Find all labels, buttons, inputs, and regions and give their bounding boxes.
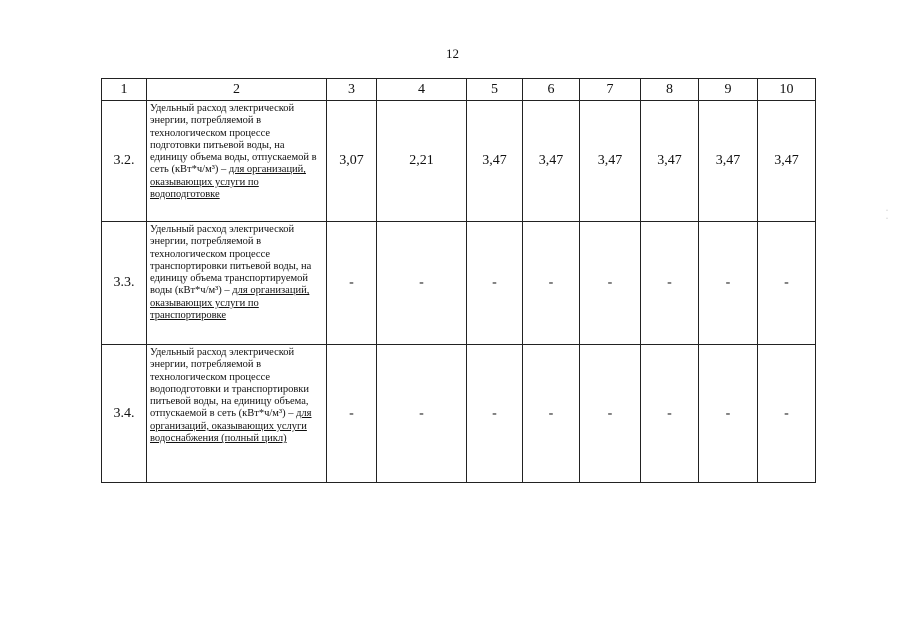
value-cell: - <box>523 345 580 483</box>
column-header: 9 <box>699 79 758 101</box>
value-cell: - <box>467 222 523 345</box>
table-row <box>102 101 816 222</box>
description-underlined: для организаций, оказывающих услуги водоснабжения (полный цикл) <box>150 408 312 445</box>
value-cell: 3,47 <box>467 101 523 222</box>
value-cell: 3,07 <box>327 101 377 222</box>
value-cell: - <box>467 345 523 483</box>
description-text: Удельный расход электрической энергии, потребляемой в технологическом процессе подготовки питьевой воды, на единицу объема воды, отпускаемой в сеть (кВт*ч/м³) – <box>150 103 317 176</box>
row-description <box>147 101 327 222</box>
column-header: 1 <box>102 79 147 101</box>
value-cell: - <box>580 345 641 483</box>
column-header: 8 <box>641 79 699 101</box>
value-cell: - <box>580 222 641 345</box>
value-cell: 3,47 <box>580 101 641 222</box>
value-cell: - <box>327 345 377 483</box>
column-header: 7 <box>580 79 641 101</box>
column-header: 4 <box>377 79 467 101</box>
value-cell: 3,47 <box>523 101 580 222</box>
value-cell: - <box>699 345 758 483</box>
value-cell: 2,21 <box>377 101 467 222</box>
row-number: 3.4. <box>102 345 147 483</box>
table-row <box>102 345 816 483</box>
value-cell: 3,47 <box>699 101 758 222</box>
scan-mark: · <box>886 208 888 214</box>
page-number: 12 <box>446 46 459 61</box>
value-cell: - <box>641 222 699 345</box>
value-cell: - <box>327 222 377 345</box>
column-header: 5 <box>467 79 523 101</box>
value-cell: - <box>377 345 467 483</box>
row-number: 3.3. <box>102 222 147 345</box>
value-cell: - <box>377 222 467 345</box>
indicators-table <box>101 78 816 483</box>
scan-mark: · <box>886 216 888 222</box>
value-cell: - <box>758 345 816 483</box>
column-header: 6 <box>523 79 580 101</box>
row-description <box>147 345 327 483</box>
description-text: Удельный расход электрической энергии, потребляемой в технологическом процессе водоподготовки и транспортировки питьевой воды, на единицу объема, отпускаемой в сеть (кВт*ч/м³) – <box>150 347 310 420</box>
value-cell: 3,47 <box>641 101 699 222</box>
value-cell: - <box>699 222 758 345</box>
column-header: 10 <box>758 79 816 101</box>
row-number: 3.2. <box>102 101 147 222</box>
description-underlined: для организаций, оказывающих услуги по транспортировке <box>150 285 310 322</box>
column-header: 3 <box>327 79 377 101</box>
value-cell: 3,47 <box>758 101 816 222</box>
value-cell: - <box>641 345 699 483</box>
table-header-row <box>102 79 816 101</box>
value-cell: - <box>758 222 816 345</box>
description-text: Удельный расход электрической энергии, потребляемой в технологическом процессе транспортировки питьевой воды, на единицу объема транспортируемой воды (кВт*ч/м³) – <box>150 224 312 297</box>
value-cell: - <box>523 222 580 345</box>
table-row <box>102 222 816 345</box>
row-description <box>147 222 327 345</box>
description-underlined: для организаций, оказывающих услуги по водоподготовке <box>150 164 306 201</box>
column-header: 2 <box>147 79 327 101</box>
